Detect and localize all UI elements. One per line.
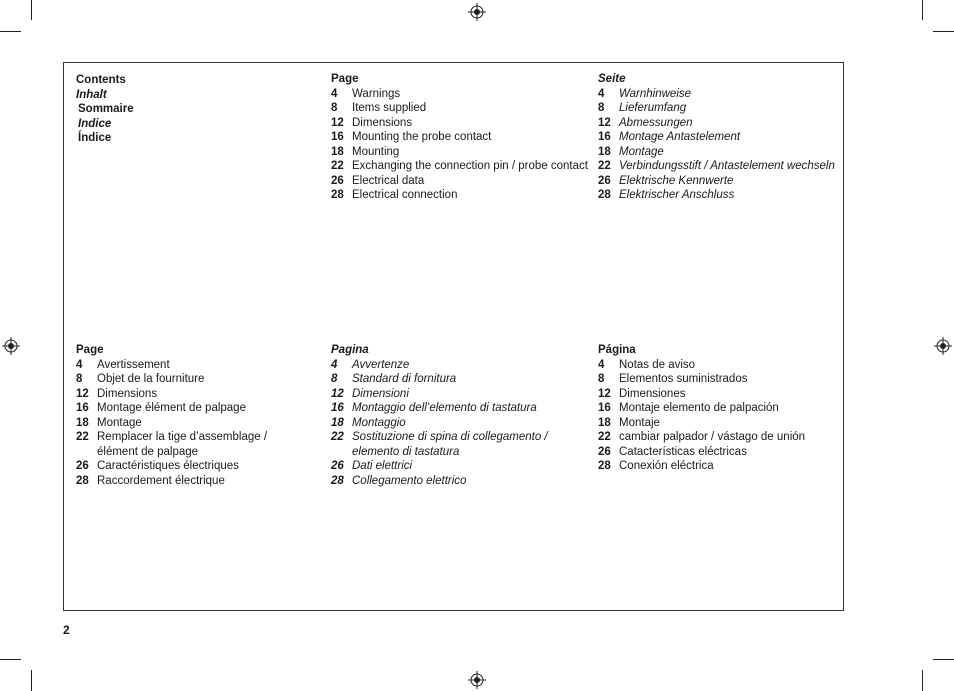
toc-page-number: 22	[331, 431, 344, 443]
toc-entry	[76, 416, 277, 431]
toc-entry	[598, 372, 805, 387]
toc-title: Abmessungen	[619, 116, 693, 129]
toc-page-number: 4	[76, 358, 83, 371]
toc-entry	[331, 372, 557, 387]
toc-title: Elementos suministrados	[619, 373, 748, 385]
toc-title: Electrical data	[352, 174, 425, 187]
toc-page-number: 8	[76, 373, 83, 385]
toc-german	[598, 72, 835, 203]
toc-entry	[598, 445, 805, 460]
toc-entry	[76, 358, 277, 373]
toc-header: Página	[598, 344, 636, 356]
toc-title: Conexión eléctrica	[619, 460, 714, 472]
toc-entry	[331, 116, 588, 131]
toc-page-number: 4	[331, 87, 338, 100]
registration-mark-icon	[468, 3, 486, 21]
toc-entry	[598, 174, 835, 189]
toc-entry	[598, 87, 835, 102]
toc-page-number: 18	[331, 145, 344, 158]
toc-title: Montage Antastelement	[619, 131, 741, 143]
toc-title: Avertissement	[97, 358, 170, 371]
contents-title-es: Índice	[78, 132, 112, 144]
toc-entry	[331, 174, 588, 189]
crop-mark-top-right-v	[922, 0, 923, 20]
contents-title-de: Inhalt	[76, 88, 107, 101]
toc-entry	[598, 116, 835, 131]
toc-title: Catacterísticas eléctricas	[619, 445, 747, 458]
toc-entry	[598, 159, 835, 174]
toc-italian	[331, 343, 557, 488]
crop-mark-bottom-right-h	[933, 659, 954, 660]
toc-page-number: 26	[598, 445, 611, 458]
toc-title: Dati elettrici	[352, 460, 413, 472]
toc-title: Montage	[97, 416, 142, 429]
toc-title: Montaggio dell’elemento di tastatura	[352, 402, 537, 414]
crop-mark-bottom-right-v	[922, 670, 923, 691]
toc-page-number: 18	[598, 416, 611, 429]
toc-entry	[598, 387, 805, 402]
toc-page-number: 16	[331, 402, 344, 414]
toc-page-number: 26	[76, 460, 89, 472]
toc-entry	[331, 416, 557, 431]
toc-page-number: 28	[598, 189, 611, 201]
toc-title: Mounting the probe contact	[352, 131, 492, 143]
toc-title: Lieferumfang	[619, 102, 687, 114]
crop-mark-top-left-v	[31, 0, 32, 20]
toc-title: Dimensions	[97, 387, 158, 400]
toc-entry	[76, 387, 277, 402]
toc-title: Dimensiones	[619, 387, 686, 400]
toc-page-number: 8	[331, 373, 338, 385]
toc-entry	[331, 459, 557, 474]
toc-page-number: 12	[598, 116, 611, 129]
toc-entry	[598, 430, 805, 445]
toc-page-number: 12	[331, 116, 344, 129]
toc-entry	[76, 372, 277, 387]
toc-title: Montage élément de palpage	[97, 402, 246, 414]
toc-page-number: 8	[598, 102, 605, 114]
toc-page-number: 4	[598, 87, 605, 100]
toc-title: Raccordement électrique	[97, 474, 225, 487]
toc-entry	[598, 188, 835, 203]
toc-page-number: 8	[598, 373, 605, 385]
toc-entry	[598, 358, 805, 373]
toc-page-number: 22	[598, 431, 611, 443]
toc-page-number: 22	[76, 431, 89, 443]
toc-page-number: 16	[331, 131, 344, 143]
toc-entry	[331, 159, 588, 174]
contents-title-en: Contents	[76, 74, 126, 86]
toc-header: Page	[331, 73, 359, 85]
toc-title: Dimensions	[352, 116, 413, 129]
toc-title: Standard di fornitura	[352, 373, 457, 385]
toc-page-number: 18	[76, 416, 89, 429]
toc-entry	[598, 401, 805, 416]
toc-entry	[331, 430, 557, 459]
toc-title: Warnings	[352, 87, 401, 100]
toc-entry	[331, 87, 588, 102]
toc-page-number: 12	[76, 387, 89, 400]
toc-entry	[598, 416, 805, 431]
toc-page-number: 16	[598, 402, 611, 414]
toc-entry	[331, 145, 588, 160]
toc-page-number: 12	[598, 387, 611, 400]
toc-entry	[76, 430, 277, 459]
toc-page-number: 8	[331, 102, 338, 114]
page-number: 2	[63, 623, 70, 637]
registration-mark-icon	[2, 337, 20, 355]
toc-title: Objet de la fourniture	[97, 373, 205, 385]
toc-entry	[331, 188, 588, 203]
toc-entry	[76, 401, 277, 416]
toc-entry	[598, 459, 805, 474]
contents-title-fr: Sommaire	[78, 103, 134, 115]
toc-spanish	[598, 343, 805, 474]
toc-entry	[331, 130, 588, 145]
toc-title: Montage	[619, 145, 664, 158]
toc-title: Dimensioni	[352, 387, 409, 400]
toc-entry	[331, 358, 557, 373]
toc-page-number: 22	[598, 160, 611, 172]
registration-mark-icon	[934, 337, 952, 355]
crop-mark-bottom-left-h	[0, 659, 21, 660]
toc-page-number: 4	[331, 358, 338, 371]
toc-entry	[76, 474, 277, 489]
toc-page-number: 28	[76, 474, 89, 487]
toc-page-number: 16	[76, 402, 89, 414]
toc-page-number: 28	[331, 189, 344, 201]
toc-title: Remplacer la tige d’assemblage / élément de palpage	[97, 431, 268, 458]
toc-title: Mounting	[352, 145, 400, 158]
toc-entry	[331, 401, 557, 416]
toc-title: Caractéristiques électriques	[97, 460, 239, 472]
toc-page-number: 4	[598, 358, 605, 371]
toc-title: Sostituzione di spina di collegamento / elemento di tastatura	[352, 431, 548, 458]
toc-title: Montaggio	[352, 416, 406, 429]
toc-title: cambiar palpador / vástago de unión	[619, 431, 806, 443]
registration-mark-icon	[468, 671, 486, 689]
contents-title-it: Indice	[78, 117, 112, 130]
toc-page-number: 18	[331, 416, 344, 429]
toc-entry	[76, 459, 277, 474]
crop-mark-bottom-left-v	[31, 670, 32, 691]
toc-title: Montaje elemento de palpación	[619, 402, 779, 414]
toc-header: Page	[76, 344, 104, 356]
toc-page-number: 28	[331, 474, 344, 487]
toc-title: Avvertenze	[352, 358, 410, 371]
toc-page-number: 16	[598, 131, 611, 143]
toc-page-number: 26	[598, 174, 611, 187]
toc-page-number: 22	[331, 160, 344, 172]
toc-title: Electrical connection	[352, 189, 458, 201]
toc-entry	[331, 101, 588, 116]
toc-title: Verbindungsstift / Antastelement wechseln	[619, 160, 835, 172]
toc-entry	[331, 387, 557, 402]
toc-page-number: 12	[331, 387, 344, 400]
toc-title: Elektrische Kennwerte	[619, 174, 734, 187]
toc-page-number: 28	[598, 460, 611, 472]
toc-page-number: 18	[598, 145, 611, 158]
contents-titles	[76, 73, 134, 146]
toc-english	[331, 72, 588, 203]
toc-header: Seite	[598, 73, 626, 85]
toc-title: Warnhinweise	[619, 87, 692, 100]
toc-entry	[331, 474, 557, 489]
toc-title: Notas de aviso	[619, 358, 696, 371]
toc-french	[76, 343, 277, 488]
toc-title: Items supplied	[352, 102, 427, 114]
toc-title: Collegamento elettrico	[352, 474, 467, 487]
crop-mark-top-left-h	[0, 31, 21, 32]
crop-mark-top-right-h	[933, 31, 954, 32]
toc-title: Montaje	[619, 416, 660, 429]
toc-entry	[598, 145, 835, 160]
toc-page-number: 26	[331, 460, 344, 472]
toc-entry	[598, 101, 835, 116]
toc-page-number: 26	[331, 174, 344, 187]
toc-header: Pagina	[331, 344, 369, 356]
toc-entry	[598, 130, 835, 145]
toc-title: Elektrischer Anschluss	[619, 189, 735, 201]
toc-title: Exchanging the connection pin / probe contact	[352, 160, 588, 172]
